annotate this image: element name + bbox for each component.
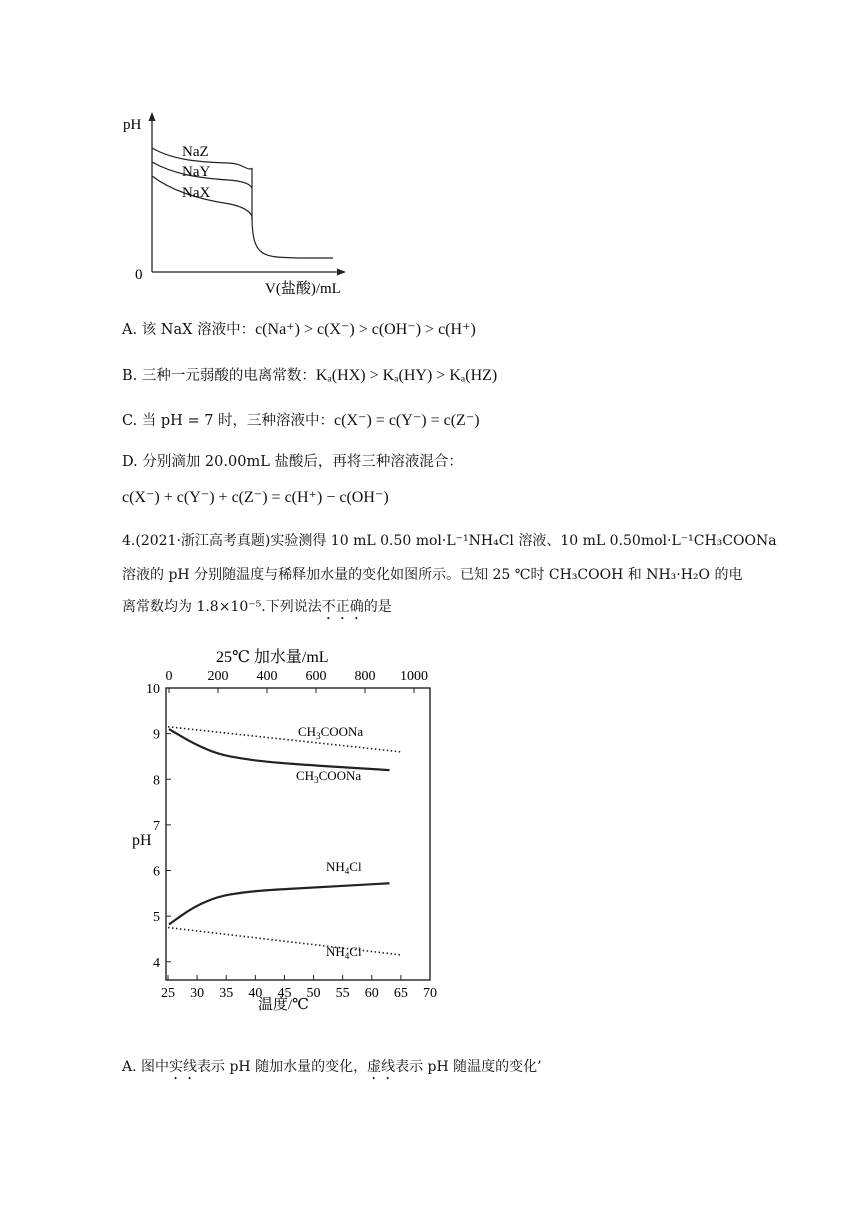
option-c	[122, 409, 480, 430]
top-tick-label: 400	[256, 669, 278, 684]
y-tick-label: 5	[153, 910, 160, 926]
ph-chart	[118, 640, 438, 1030]
bottom-tick-label: 25	[161, 986, 175, 1001]
option-q4-a-p1: A. 图中	[122, 1059, 170, 1075]
option-q4-a-p5: 表示 pH 随温度的变化’	[395, 1059, 542, 1075]
option-d-equation	[122, 487, 389, 507]
x-axis-label: V(盐酸)/mL	[265, 281, 341, 297]
label-ch3coona-dotted: $CH_3COONa$	[298, 724, 364, 741]
option-b-math: Kₐ(HX) > Kₐ(HY) > Kₐ(HZ)	[315, 367, 498, 384]
x-axis-arrow-icon	[337, 269, 346, 276]
y-tick-label: 9	[153, 727, 160, 743]
question4-line1: 4.(2021·浙江高考真题)实验测得 10 mL 0.50 mol·L⁻¹NH₄Cl 溶液、10 mL 0.50mol·L⁻¹CH₃COONa	[122, 533, 777, 549]
curve-label-nay: NaY	[182, 164, 211, 180]
option-q4-a	[122, 1056, 542, 1083]
option-q4-a-solid: 实线	[169, 1059, 198, 1075]
option-b-label: B. 三种一元弱酸的电离常数：	[122, 368, 316, 384]
top-tick-label: 0	[165, 669, 173, 684]
series-line-3	[168, 928, 401, 955]
question4-emphasis: 不正确	[321, 599, 364, 615]
option-d-label: D. 分别滴加 20.00mL 盐酸后，再将三种溶液混合：	[122, 454, 463, 470]
bottom-axis-title: 温度/℃	[258, 997, 309, 1013]
titration-chart	[118, 108, 368, 298]
option-q4-a-p3: 表示 pH 随加水量的变化，	[197, 1059, 368, 1075]
bottom-tick-label: 65	[393, 986, 408, 1001]
label-ch3coona-solid: $CH_3COONa$	[296, 768, 362, 785]
option-c-math: c(X⁻) = c(Y⁻) = c(Z⁻)	[334, 412, 480, 429]
option-d-math: c(X⁻) + c(Y⁻) + c(Z⁻) = c(H⁺) − c(OH⁻)	[122, 489, 389, 506]
bottom-tick-label: 45	[277, 986, 292, 1001]
bottom-tick-label: 60	[364, 986, 379, 1001]
y-axis-label: pH	[123, 117, 142, 133]
curve-nax	[152, 176, 333, 258]
series-line-2	[169, 883, 390, 924]
top-tick-label: 1000	[400, 669, 428, 684]
option-c-label: C. 当 pH = 7 时，三种溶液中：	[122, 413, 335, 429]
option-b	[122, 364, 497, 385]
question4-line3-c: 的是	[363, 599, 392, 615]
top-tick-label: 200	[207, 669, 229, 684]
option-a	[122, 318, 476, 339]
origin-label: 0	[135, 267, 143, 283]
bottom-tick-label: 40	[248, 986, 263, 1001]
option-d	[122, 450, 463, 471]
y-tick-label: 10	[146, 682, 160, 697]
option-a-label: A. 该 NaX 溶液中：	[122, 322, 256, 338]
y-axis-arrow-icon	[149, 112, 156, 121]
option-q4-a-dotted: 虚线	[367, 1059, 396, 1075]
y-tick-label: 7	[153, 818, 160, 834]
bottom-tick-label: 50	[306, 986, 321, 1001]
top-tick-label: 600	[305, 669, 327, 684]
question4-line3	[122, 596, 392, 623]
top-tick-label: 800	[354, 669, 376, 684]
question4-line3-a: 离常数均为 1.8×10⁻⁵.下列说法	[122, 599, 322, 615]
curve-label-nax: NaX	[182, 185, 211, 201]
label-nh4cl-solid: $NH_4Cl$	[326, 859, 362, 876]
y-tick-label: 6	[153, 864, 160, 880]
bottom-tick-label: 55	[335, 986, 350, 1001]
bottom-tick-label: 70	[423, 986, 437, 1001]
y-tick-label: 8	[153, 773, 160, 789]
bottom-tick-label: 30	[190, 986, 205, 1001]
label-nh4cl-dotted: $NH_4Cl$	[326, 944, 362, 961]
top-axis-title: 25℃ 加水量/mL	[216, 649, 329, 666]
curve-label-naz: NaZ	[182, 144, 209, 160]
y-axis-title: pH	[132, 832, 152, 849]
option-a-math: c(Na⁺) > c(X⁻) > c(OH⁻) > c(H⁺)	[255, 321, 476, 338]
bottom-tick-label: 35	[219, 986, 234, 1001]
y-tick-label: 4	[153, 955, 160, 971]
question4-line2: 溶液的 pH 分别随温度与稀释加水量的变化如图所示。已知 25 ℃时 CH₃COOH 和 NH₃·H₂O 的电	[122, 567, 743, 583]
